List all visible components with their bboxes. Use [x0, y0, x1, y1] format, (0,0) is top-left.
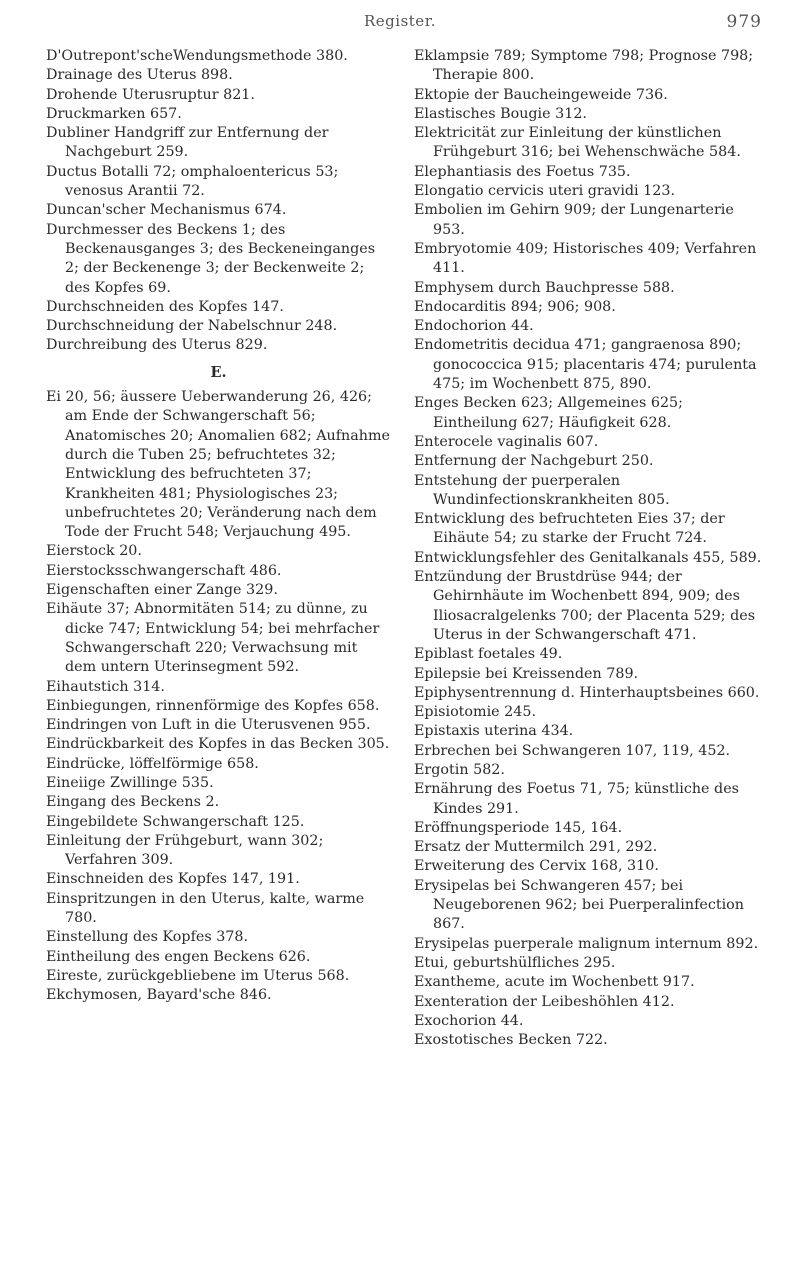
index-entry: Durchmesser des Beckens 1; des Beckenausganges 3; des Beckeneinganges 2; der Beckenenge 3; der Beckenweite 2; des Kopfes 69. — [46, 221, 376, 296]
index-entry: Eindrücke, löffelförmige 658. — [46, 755, 259, 772]
index-entry: Eigenschaften einer Zange 329. — [46, 582, 278, 599]
index-entry: Ergotin 582. — [414, 761, 505, 778]
index-entry: Endometritis decidua 471; gangraenosa 890; gonococcica 915; placentaris 474; purulenta 475; im Wochenbett 875, 890. — [414, 337, 757, 393]
index-entry: Epilepsie bei Kreissenden 789. — [414, 665, 639, 682]
index-entry: Ei 20, 56; äussere Ueberwanderung 26, 426; am Ende der Schwangerschaft 56; Anatomisches 20; Anomalien 682; Aufnahme durch die Tuben 25; befruchtetes 32; Entwicklung des befruchteten 37; Krankheiten 481; Physiologisches 23; unbefruchtetes 20; Veränderung nach dem Tode der Frucht 548; Verjauchung 495. — [46, 389, 390, 541]
running-title: Register. — [364, 12, 436, 30]
index-entry: Enges Becken 623; Allgemeines 625; Eintheilung 627; Häufigkeit 628. — [414, 395, 683, 431]
index-entry: Einstellung des Kopfes 378. — [46, 929, 249, 946]
index-entry: Einbiegungen, rinnenförmige des Kopfes 658. — [46, 697, 380, 714]
index-entry: Emphysem durch Bauchpresse 588. — [414, 279, 675, 296]
index-entry: Eihautstich 314. — [46, 678, 165, 695]
index-entry: Enterocele vaginalis 607. — [414, 433, 599, 450]
index-entry: Eindrückbarkeit des Kopfes in das Becken 305. — [46, 736, 390, 753]
index-entry: Endocarditis 894; 906; 908. — [414, 298, 616, 315]
index-entry: Dubliner Handgriff zur Entfernung der Nachgeburt 259. — [46, 125, 329, 161]
entries-d — [46, 47, 391, 356]
index-entry: Epiphysentrennung d. Hinterhauptsbeines 660. — [414, 684, 760, 701]
index-entry: Exantheme, acute im Wochenbett 917. — [414, 974, 695, 991]
index-entry: Ekchymosen, Bayard'sche 846. — [46, 987, 272, 1004]
entries-e-continued — [414, 47, 764, 1050]
index-entry: Drohende Uterusruptur 821. — [46, 86, 255, 103]
index-entry: Endochorion 44. — [414, 318, 534, 335]
index-entry: Entwicklung des befruchteten Eies 37; der Eihäute 54; zu starke der Frucht 724. — [414, 511, 725, 547]
index-entry: Embolien im Gehirn 909; der Lungenarterie 953. — [414, 202, 734, 238]
index-entry: Entzündung der Brustdrüse 944; der Gehirnhäute im Wochenbett 894, 909; des Iliosacralgelenks 700; der Placenta 529; des Uterus in der Schwangerschaft 471. — [414, 569, 756, 643]
index-entry: Episiotomie 245. — [414, 704, 536, 721]
section-letter-e: E. — [210, 363, 227, 381]
index-entry: Drainage des Uterus 898. — [46, 67, 233, 84]
index-entry: Durchreibung des Uterus 829. — [46, 337, 268, 354]
index-entry: Durchschneidung der Nabelschnur 248. — [46, 318, 338, 335]
index-entry: Eröffnungsperiode 145, 164. — [414, 819, 623, 836]
index-entry: Eierstock 20. — [46, 543, 142, 560]
index-entry: Elongatio cervicis uteri gravidi 123. — [414, 183, 676, 200]
index-entry: Eireste, zurückgebliebene im Uterus 568. — [46, 967, 350, 984]
right-column — [414, 47, 764, 1050]
index-entry: Etui, geburtshülfliches 295. — [414, 954, 616, 971]
index-entry: Einleitung der Frühgeburt, wann 302; Verfahren 309. — [46, 832, 324, 869]
index-entry: Druckmarken 657. — [46, 105, 182, 122]
index-entry: Elephantiasis des Foetus 735. — [414, 163, 631, 180]
index-entry: D'Outrepont'scheWendungsmethode 380. — [46, 48, 348, 64]
page-header — [0, 10, 800, 36]
index-entry: Entstehung der puerperalen Wundinfectionskrankheiten 805. — [414, 472, 670, 508]
index-entry: Eindringen von Luft in die Uterusvenen 955. — [46, 717, 371, 734]
page-number: 979 — [726, 12, 762, 32]
index-entry: Elastisches Bougie 312. — [414, 105, 587, 122]
index-entry: Eierstocksschwangerschaft 486. — [46, 562, 282, 579]
index-entry: Einspritzungen in den Uterus, kalte, warme 780. — [46, 890, 365, 927]
index-entry: Eklampsie 789; Symptome 798; Prognose 798; Therapie 800. — [414, 48, 754, 84]
index-entry: Epistaxis uterina 434. — [414, 723, 574, 740]
index-entry: Ektopie der Baucheingeweide 736. — [414, 86, 668, 103]
index-entry: Exenteration der Leibeshöhlen 412. — [414, 993, 675, 1010]
index-entry: Erysipelas bei Schwangeren 457; bei Neugeborenen 962; bei Puerperalinfection 867. — [414, 877, 744, 933]
index-entry: Eihäute 37; Abnormitäten 514; zu dünne, zu dicke 747; Entwicklung 54; bei mehrfacher Schwangerschaft 220; Verwachsung mit dem untern Uterinsegment 592. — [46, 601, 380, 676]
index-entry: Elektricität zur Einleitung der künstlichen Frühgeburt 316; bei Wehenschwäche 584. — [414, 125, 741, 161]
index-entry: Eintheilung des engen Beckens 626. — [46, 948, 311, 965]
index-entry: Ductus Botalli 72; omphaloentericus 53; venosus Arantii 72. — [46, 163, 339, 200]
index-entry: Entwicklungsfehler des Genitalkanals 455, 589. — [414, 549, 762, 566]
index-entry: Exostotisches Becken 722. — [414, 1032, 608, 1049]
index-entry: Epiblast foetales 49. — [414, 646, 563, 663]
index-entry: Ersatz der Muttermilch 291, 292. — [414, 839, 658, 856]
index-entry: Erbrechen bei Schwangeren 107, 119, 452. — [414, 742, 731, 759]
left-column — [46, 47, 391, 1006]
index-entry: Einschneiden des Kopfes 147, 191. — [46, 871, 300, 888]
index-entry: Exochorion 44. — [414, 1012, 524, 1029]
index-entry: Duncan'scher Mechanismus 674. — [46, 202, 287, 219]
index-entry: Embryotomie 409; Historisches 409; Verfahren 411. — [414, 240, 757, 277]
index-entry: Erysipelas puerperale malignum internum 892. — [414, 935, 759, 952]
index-entry: Durchschneiden des Kopfes 147. — [46, 298, 284, 315]
index-entry: Eingebildete Schwangerschaft 125. — [46, 813, 305, 830]
index-entry: Entfernung der Nachgeburt 250. — [414, 453, 654, 470]
index-entry: Eineiige Zwillinge 535. — [46, 774, 214, 791]
index-entry: Ernährung des Foetus 71, 75; künstliche des Kindes 291. — [414, 781, 740, 817]
entries-e — [46, 388, 391, 1006]
index-entry: Eingang des Beckens 2. — [46, 794, 220, 811]
index-entry: Erweiterung des Cervix 168, 310. — [414, 858, 659, 875]
